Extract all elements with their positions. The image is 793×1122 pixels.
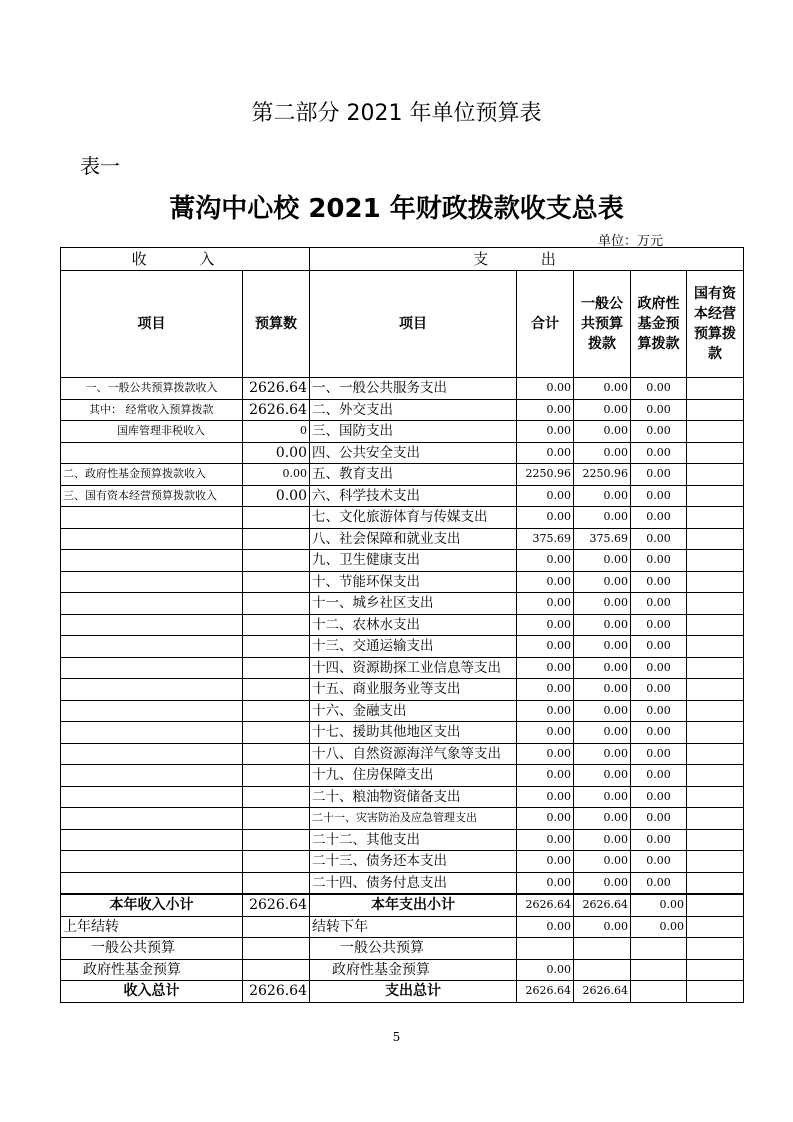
expense-general: 0.00 <box>574 399 631 421</box>
expense-general: 0.00 <box>574 743 631 765</box>
expense-gov: 0.00 <box>631 743 687 765</box>
table-row <box>61 614 744 636</box>
expense-total: 0.00 <box>517 679 574 701</box>
expense-general: 0.00 <box>574 593 631 615</box>
table-label: 表一 <box>80 154 120 178</box>
expense-general: 0.00 <box>574 679 631 701</box>
header-expense-item: 项目 <box>310 271 517 378</box>
carry-general-general <box>574 938 631 960</box>
table-row <box>61 786 744 808</box>
expense-total: 0.00 <box>517 593 574 615</box>
carry-state <box>687 916 744 938</box>
carry-general: 0.00 <box>574 916 631 938</box>
section-expense: 支 出 <box>310 248 744 271</box>
expense-item-label: 十四、资源勘探工业信息等支出 <box>310 657 517 679</box>
table-row <box>61 829 744 851</box>
expense-general: 0.00 <box>574 378 631 400</box>
expense-total: 0.00 <box>517 550 574 572</box>
expense-item-label: 十、节能环保支出 <box>310 571 517 593</box>
expense-gov: 0.00 <box>631 464 687 486</box>
income-item-label <box>61 571 243 593</box>
expense-general: 0.00 <box>574 442 631 464</box>
carry-fund-income-label: 政府性基金预算 <box>61 959 243 981</box>
expense-total: 0.00 <box>517 485 574 507</box>
expense-general: 0.00 <box>574 872 631 894</box>
income-item-value <box>243 722 310 744</box>
income-item-label <box>61 614 243 636</box>
expense-item-label: 二十三、债务还本支出 <box>310 851 517 873</box>
table-row <box>61 378 744 400</box>
main-title: 蒿沟中心校 2021 年财政拨款收支总表 <box>169 194 624 224</box>
table-row <box>61 765 744 787</box>
table-row <box>61 528 744 550</box>
expense-general: 0.00 <box>574 507 631 529</box>
income-item-label <box>61 679 243 701</box>
expense-total: 0.00 <box>517 421 574 443</box>
expense-total: 0.00 <box>517 851 574 873</box>
table-row <box>61 872 744 894</box>
table-row <box>61 743 744 765</box>
expense-total: 375.69 <box>517 528 574 550</box>
income-item-value <box>243 851 310 873</box>
income-item-label <box>61 442 243 464</box>
subtotal-gov: 0.00 <box>631 894 687 916</box>
income-item-label <box>61 507 243 529</box>
expense-state <box>687 593 744 615</box>
income-item-label <box>61 786 243 808</box>
expense-gov: 0.00 <box>631 765 687 787</box>
grand-income-value: 2626.64 <box>243 981 310 1003</box>
carry-total: 0.00 <box>517 916 574 938</box>
expense-item-label: 十一、城乡社区支出 <box>310 593 517 615</box>
carry-fund-total: 0.00 <box>517 959 574 981</box>
table-row <box>61 507 744 529</box>
expense-gov: 0.00 <box>631 636 687 658</box>
expense-total: 0.00 <box>517 829 574 851</box>
income-item-label <box>61 808 243 830</box>
income-item-value <box>243 528 310 550</box>
expense-total: 0.00 <box>517 614 574 636</box>
income-item-value <box>243 614 310 636</box>
income-item-label <box>61 593 243 615</box>
carry-general-expense-label: 一般公共预算 <box>310 938 517 960</box>
income-item-value <box>243 786 310 808</box>
expense-general: 0.00 <box>574 550 631 572</box>
expense-gov: 0.00 <box>631 829 687 851</box>
expense-state <box>687 507 744 529</box>
expense-gov: 0.00 <box>631 399 687 421</box>
expense-gov: 0.00 <box>631 614 687 636</box>
expense-gov: 0.00 <box>631 442 687 464</box>
expense-gov: 0.00 <box>631 571 687 593</box>
table-row <box>61 851 744 873</box>
income-item-label: 三、国有资本经营预算拨款收入 <box>61 485 243 507</box>
carry-income-value <box>243 916 310 938</box>
expense-gov: 0.00 <box>631 593 687 615</box>
expense-state <box>687 829 744 851</box>
income-item-value: 0.00 <box>243 485 310 507</box>
header-income-item: 项目 <box>61 271 243 378</box>
income-item-value <box>243 507 310 529</box>
expense-state <box>687 421 744 443</box>
expense-total: 2250.96 <box>517 464 574 486</box>
section-income: 收 入 <box>61 248 310 271</box>
expense-gov: 0.00 <box>631 421 687 443</box>
income-item-value: 0.00 <box>243 442 310 464</box>
expense-state <box>687 765 744 787</box>
expense-item-label: 五、教育支出 <box>310 464 517 486</box>
income-item-label <box>61 528 243 550</box>
table-row <box>61 399 744 421</box>
income-item-value <box>243 743 310 765</box>
table-row <box>61 700 744 722</box>
expense-total: 0.00 <box>517 442 574 464</box>
expense-gov: 0.00 <box>631 700 687 722</box>
table-row <box>61 636 744 658</box>
expense-gov: 0.00 <box>631 851 687 873</box>
expense-state <box>687 528 744 550</box>
income-item-value <box>243 550 310 572</box>
income-item-value: 2626.64 <box>243 378 310 400</box>
income-item-value <box>243 571 310 593</box>
carry-general-income-value <box>243 938 310 960</box>
expense-general: 0.00 <box>574 808 631 830</box>
expense-item-label: 十五、商业服务业等支出 <box>310 679 517 701</box>
expense-total: 0.00 <box>517 507 574 529</box>
expense-item-label: 八、社会保障和就业支出 <box>310 528 517 550</box>
income-item-value: 0.00 <box>243 464 310 486</box>
subtotal-income-value: 2626.64 <box>243 894 310 916</box>
expense-general: 0.00 <box>574 851 631 873</box>
subtotal-income-label: 本年收入小计 <box>61 894 243 916</box>
carry-fund-income-value <box>243 959 310 981</box>
expense-item-label: 十二、农林水支出 <box>310 614 517 636</box>
expense-state <box>687 378 744 400</box>
carry-general-total <box>517 938 574 960</box>
expense-item-label: 十三、交通运输支出 <box>310 636 517 658</box>
carry-general-income-label: 一般公共预算 <box>61 938 243 960</box>
table-row <box>61 550 744 572</box>
expense-state <box>687 571 744 593</box>
expense-total: 0.00 <box>517 872 574 894</box>
header-general: 一般公共预算拨款 <box>574 271 631 378</box>
carry-fund-gov <box>631 959 687 981</box>
carry-general-state <box>687 938 744 960</box>
income-item-value: 0 <box>243 421 310 443</box>
income-item-label <box>61 722 243 744</box>
expense-state <box>687 442 744 464</box>
expense-general: 0.00 <box>574 829 631 851</box>
income-item-label: 其中： 经常收入预算拨款 <box>61 399 243 421</box>
expense-item-label: 三、国防支出 <box>310 421 517 443</box>
expense-gov: 0.00 <box>631 657 687 679</box>
income-item-label <box>61 700 243 722</box>
income-item-label <box>61 829 243 851</box>
expense-item-label: 二十四、债务付息支出 <box>310 872 517 894</box>
expense-general: 0.00 <box>574 722 631 744</box>
expense-gov: 0.00 <box>631 485 687 507</box>
income-item-value <box>243 829 310 851</box>
unit-label: 单位：万元 <box>598 234 664 249</box>
income-item-value: 2626.64 <box>243 399 310 421</box>
header-gov-fund: 政府性基金预算拨款 <box>631 271 687 378</box>
expense-state <box>687 808 744 830</box>
table-row <box>61 808 744 830</box>
expense-state <box>687 700 744 722</box>
grand-expense-label: 支出总计 <box>310 981 517 1003</box>
expense-general: 0.00 <box>574 636 631 658</box>
income-item-label <box>61 550 243 572</box>
carry-fund-general <box>574 959 631 981</box>
expense-item-label: 二十二、其他支出 <box>310 829 517 851</box>
expense-gov: 0.00 <box>631 507 687 529</box>
expense-general: 2250.96 <box>574 464 631 486</box>
expense-item-label: 七、文化旅游体育与传媒支出 <box>310 507 517 529</box>
expense-total: 0.00 <box>517 722 574 744</box>
grand-income-label: 收入总计 <box>61 981 243 1003</box>
expense-gov: 0.00 <box>631 808 687 830</box>
expense-gov: 0.00 <box>631 872 687 894</box>
expense-item-label: 十八、自然资源海洋气象等支出 <box>310 743 517 765</box>
subtotal-total: 2626.64 <box>517 894 574 916</box>
expense-item-label: 六、科学技术支出 <box>310 485 517 507</box>
expense-state <box>687 872 744 894</box>
expense-state <box>687 399 744 421</box>
income-item-value <box>243 593 310 615</box>
subtotal-general: 2626.64 <box>574 894 631 916</box>
expense-item-label: 二十、粮油物资储备支出 <box>310 786 517 808</box>
expense-total: 0.00 <box>517 636 574 658</box>
expense-gov: 0.00 <box>631 786 687 808</box>
expense-item-label: 十九、住房保障支出 <box>310 765 517 787</box>
income-item-value <box>243 679 310 701</box>
income-item-label: 二、政府性基金预算拨款收入 <box>61 464 243 486</box>
table-row <box>61 593 744 615</box>
income-item-label <box>61 851 243 873</box>
carry-expense-label: 结转下年 <box>310 916 517 938</box>
income-item-value <box>243 657 310 679</box>
grand-state <box>687 981 744 1003</box>
expense-total: 0.00 <box>517 571 574 593</box>
expense-general: 375.69 <box>574 528 631 550</box>
expense-item-label: 四、公共安全支出 <box>310 442 517 464</box>
expense-item-label: 十六、金融支出 <box>310 700 517 722</box>
table-row <box>61 464 744 486</box>
expense-state <box>687 636 744 658</box>
expense-item-label: 十七、援助其他地区支出 <box>310 722 517 744</box>
subtotal-state <box>687 894 744 916</box>
table-row <box>61 485 744 507</box>
expense-item-label: 二十一、灾害防治及应急管理支出 <box>310 808 517 830</box>
expense-total: 0.00 <box>517 700 574 722</box>
expense-state <box>687 485 744 507</box>
expense-state <box>687 679 744 701</box>
table-row <box>61 657 744 679</box>
expense-total: 0.00 <box>517 808 574 830</box>
header-state-capital: 国有资本经营预算拨款 <box>687 271 744 378</box>
income-item-value <box>243 700 310 722</box>
expense-general: 0.00 <box>574 765 631 787</box>
expense-gov: 0.00 <box>631 722 687 744</box>
subtotal-expense-label: 本年支出小计 <box>310 894 517 916</box>
expense-general: 0.00 <box>574 421 631 443</box>
expense-total: 0.00 <box>517 399 574 421</box>
expense-item-label: 九、卫生健康支出 <box>310 550 517 572</box>
table-row <box>61 722 744 744</box>
income-item-label: 一、一般公共预算拨款收入 <box>61 378 243 400</box>
expense-state <box>687 550 744 572</box>
expense-gov: 0.00 <box>631 528 687 550</box>
header-income-budget: 预算数 <box>243 271 310 378</box>
page-number: 5 <box>392 1030 401 1044</box>
expense-gov: 0.00 <box>631 378 687 400</box>
expense-total: 0.00 <box>517 378 574 400</box>
expense-state <box>687 614 744 636</box>
grand-general: 2626.64 <box>574 981 631 1003</box>
expense-state <box>687 722 744 744</box>
income-item-label <box>61 636 243 658</box>
expense-general: 0.00 <box>574 485 631 507</box>
carry-general-gov <box>631 938 687 960</box>
expense-item-label: 二、外交支出 <box>310 399 517 421</box>
income-item-value <box>243 808 310 830</box>
grand-gov <box>631 981 687 1003</box>
income-item-label <box>61 743 243 765</box>
expense-total: 0.00 <box>517 657 574 679</box>
income-item-value <box>243 636 310 658</box>
carry-gov: 0.00 <box>631 916 687 938</box>
income-item-value <box>243 765 310 787</box>
expense-state <box>687 743 744 765</box>
carry-fund-expense-label: 政府性基金预算 <box>310 959 517 981</box>
budget-table <box>60 247 744 1003</box>
expense-total: 0.00 <box>517 743 574 765</box>
table-row <box>61 571 744 593</box>
header-total: 合计 <box>517 271 574 378</box>
expense-total: 0.00 <box>517 786 574 808</box>
table-row <box>61 442 744 464</box>
expense-gov: 0.00 <box>631 679 687 701</box>
grand-total: 2626.64 <box>517 981 574 1003</box>
table-row <box>61 679 744 701</box>
expense-state <box>687 851 744 873</box>
expense-general: 0.00 <box>574 571 631 593</box>
expense-state <box>687 657 744 679</box>
expense-general: 0.00 <box>574 700 631 722</box>
part-title: 第二部分 2021 年单位预算表 <box>251 101 542 126</box>
expense-item-label: 一、一般公共服务支出 <box>310 378 517 400</box>
table-row <box>61 421 744 443</box>
carry-fund-state <box>687 959 744 981</box>
expense-state <box>687 786 744 808</box>
expense-total: 0.00 <box>517 765 574 787</box>
income-item-label <box>61 765 243 787</box>
income-item-value <box>243 872 310 894</box>
income-item-label: 国库管理非税收入 <box>61 421 243 443</box>
expense-general: 0.00 <box>574 657 631 679</box>
expense-general: 0.00 <box>574 614 631 636</box>
expense-gov: 0.00 <box>631 550 687 572</box>
income-item-label <box>61 872 243 894</box>
expense-general: 0.00 <box>574 786 631 808</box>
expense-state <box>687 464 744 486</box>
income-item-label <box>61 657 243 679</box>
carry-income-label: 上年结转 <box>61 916 243 938</box>
